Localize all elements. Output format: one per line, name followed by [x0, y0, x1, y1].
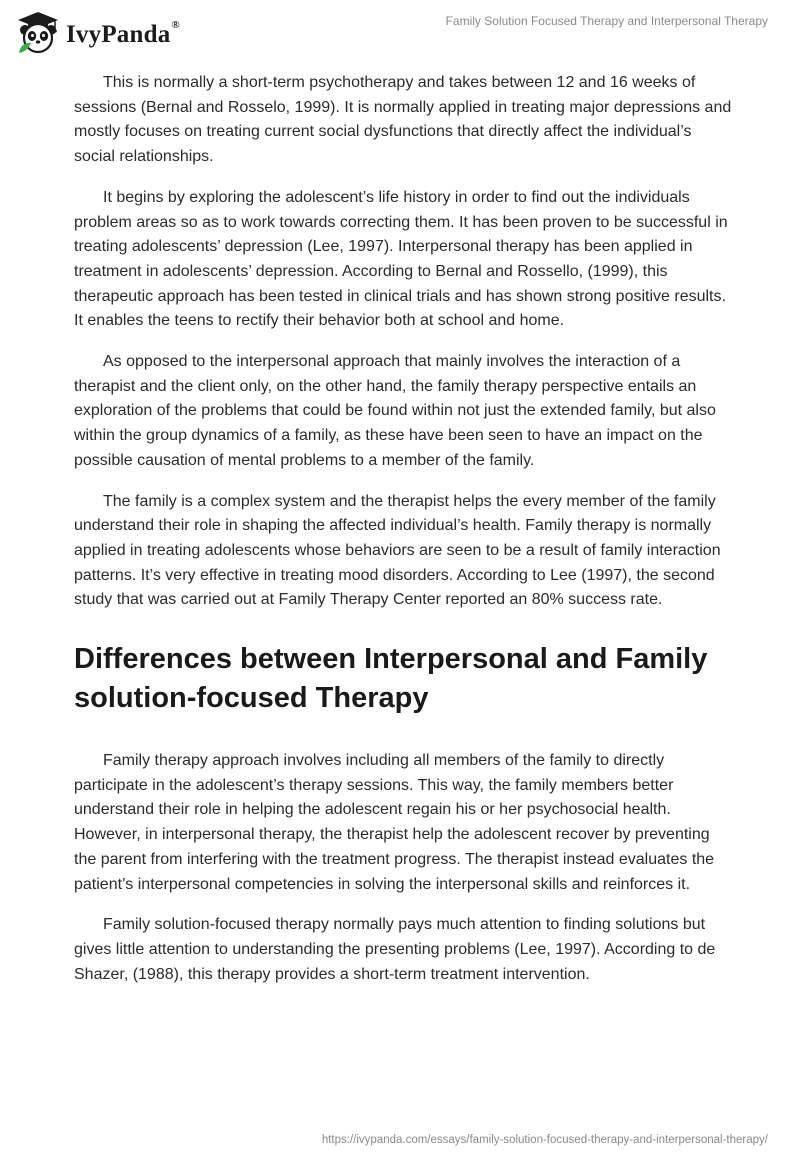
paragraph: As opposed to the interpersonal approach that mainly involves the interaction of a therapist and the client only, on the other hand, the family therapy perspective entails an exploration of the problems that could be found within not just the extended family, but also within the group dynamics of a family, as these have been seen to have an impact on the possible causation of mental problems to a member of the family.: [74, 353, 716, 469]
source-url-link[interactable]: https://ivypanda.com/essays/family-solution-focused-therapy-and-interpersonal-therapy/: [321, 1134, 768, 1146]
paragraph: This is normally a short-term psychotherapy and takes between 12 and 16 weeks of sessions (Bernal and Rosselo, 1999). It is normally applied in treating major depressions and mostly focuses on treating current social dysfunctions that directly affect the individual’s social relationships.: [74, 74, 732, 166]
paragraph: Family therapy approach involves including all members of the family to directly participate in the adolescent’s therapy sessions. This way, the family members better understand their role in helping the adolescent regain his or her psychosocial health. However, in interpersonal therapy, the therapist help the adolescent recover by preventing the parent from interfering with the treatment progress. The therapist instead evaluates the patient’s interpersonal competencies in solving the interpersonal skills and reinforces it.: [74, 752, 715, 893]
page-header: [0, 0, 800, 62]
panda-graduate-icon: [14, 9, 62, 57]
document-title: Family Solution Focused Therapy and Interpersonal Therapy: [445, 14, 768, 28]
essay-body: [74, 71, 734, 1003]
ivypanda-logo[interactable]: [14, 9, 180, 57]
paragraph: The family is a complex system and the therapist helps the every member of the family understand their role in shaping the affected individual’s health. Family therapy is normally applied in treating adolescents whose behaviors are seen to be a result of family interaction patterns. It’s very effective in treating mood disorders. According to Lee (1997), the second study that was carried out at Family Therapy Center reported an 80% success rate.: [74, 492, 721, 609]
section-heading: Differences between Interpersonal and Family solution-focused Therapy: [74, 643, 708, 715]
paragraph: It begins by exploring the adolescent’s life history in order to find out the individuals problem areas so as to work towards correcting them. It has been proven to be successful in treating adolescents’ depression (Lee, 1997). Interpersonal therapy has been applied in treatment in adolescents’ depression. According to Bernal and Rossello, (1999), this therapeutic approach has been tested in clinical trials and has shown strong positive results. It enables the teens to rectify their behavior both at school and home.: [74, 188, 728, 330]
paragraph: Family solution-focused therapy normally pays much attention to finding solutions but gives little attention to understanding the presenting problems (Lee, 1997). According to de Shazer, (1988), this therapy provides a short-term treatment intervention.: [74, 916, 716, 983]
registered-mark: ®: [171, 19, 180, 31]
logo-text: IvyPanda®: [66, 19, 180, 48]
